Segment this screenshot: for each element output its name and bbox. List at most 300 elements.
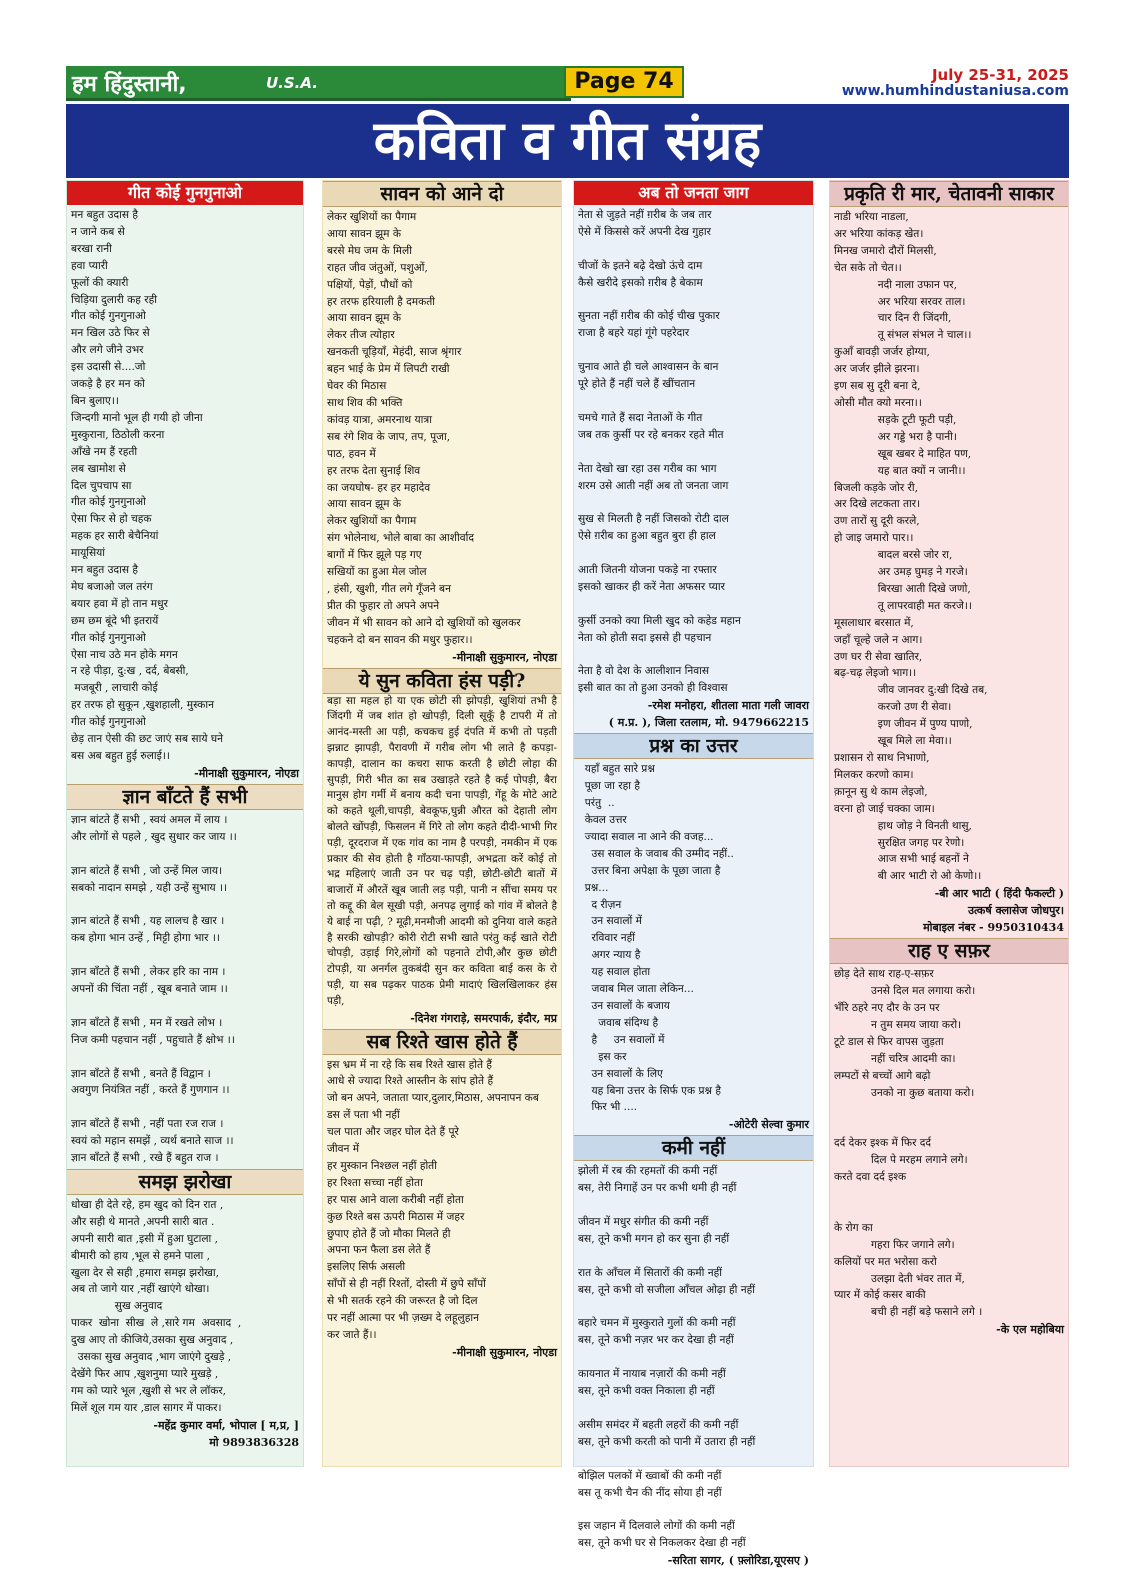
- poem-line: यह बात क्यों न जानी।।: [834, 464, 966, 477]
- poem-line: कैसे खरीदे इसको ग़रीब है बेकाम: [578, 276, 703, 289]
- poem-line: देखेंगे फिर आप ,खुशनुमा प्यारे मुखड़े ,: [71, 1368, 219, 1380]
- poem-line: छम छम बूंदे भी इतरायें: [71, 614, 159, 627]
- poem-line: महक हर सारी बेचैनियां: [71, 530, 159, 543]
- poem-author: -बी आर भाटी ( हिंदी फैकल्टी ): [934, 887, 1064, 901]
- poem-line: , हंसी, खुशी, गीत लगे गूँजने बन: [327, 582, 451, 595]
- poem-line: फिर भी ....: [578, 1101, 638, 1114]
- poem-line: [578, 545, 809, 562]
- poem-line: सुरक्षित जगह पर रेणो।: [834, 836, 965, 849]
- poem-line: भँरि ठहरे नए दौर के उन पर: [834, 1002, 940, 1015]
- poem-title: ये सुन कविता हंस पड़ी?: [323, 668, 561, 694]
- poem-text: बड़ा सा महल हो या एक छोटी सी झोपड़ी, खुशियां तभी है जिंदगी में जब शांत हो खोपड़ी, दिली सूकूँ है टापरी में तो आनंद-मस्ती आ पड़ी, कचकच हुई दंपति में कभी तो पड़ती झन्नाट झापड़ी, पैरावणी में गरीब लोग भी लाते है कपड़ा-कापड़ी, दालान का कचरा साफ करती है छोटी लोहा की सुपड़ी, गिरी भीत का सब उखाड़ते रहते है कई पोपड़ी, बैरा मानुस होग गर्मी में बनाय कदी चना पापड़ी, गेंहू के मोटे आटे को कहते थूली,चापड़ी, बेवकूफ,घुन्नी औरत को देहाती लोग बोलते खोंपड़ी, फिसलन में गिरे तो लोग कहते दीदी-भाभी गिर पड़ी, दूरदराज में एक गांव का नाम है परपड़ी, नमकीन में एक प्रकार की सेव होती है गाँठया-फापड़ी, अभद्रता करें कोई तो भद्र महिलाएं जाती उन पर चढ़ पड़ी, छोटी-छोटी बातों में बाजारों में औरतें खूब जाती लड़ पड़ी, पानी न सींचा समय पर तो कद्दू की बेल सूखी पड़ी, अनपढ़ लुगाई को गांव में बोलते है ये बाई ना पढ़ी, ? मूढ़ी,मनमौजी आदमी को दुनिया वाले कहते है सरकी खोपड़ी? कोरी रोटी सभी खाते परंतु कई खाते रोटी चोपड़ी, उड़ाई गिरे,लोगों को पहनाते टोपी,और कुछ छोटी टोपड़ी, या अनर्गल तुकबंदी सुन कर कविता बाई कस के रो पड़ी, या सब पढ़कर पाठक प्रेमी मादाएं खिलखिलाकर हंस पड़ी,: [327, 694, 557, 1007]
- poem-line: अवगुण नियंत्रित नहीं , करते हैं गुणगान ।।: [71, 1084, 230, 1097]
- column-1: [66, 180, 304, 1467]
- poem-line: नेता से जुड़ते नहीं ग़रीब के जब तार: [578, 209, 712, 221]
- poem-line: ऐसा फिर से हो चहक: [71, 513, 152, 526]
- poem-line: पाकर खोना सीख ले ,सारे गम अवसाद ,: [71, 1317, 242, 1330]
- brand-bar: [66, 66, 571, 101]
- poem-line: हर रिश्ता सच्चा नहीं होता: [327, 1176, 423, 1189]
- poem-line: उण तारों सु दूरी करले,: [834, 515, 920, 528]
- poem-line: है उन सवालों में: [578, 1033, 665, 1046]
- poem-author-phone: मो 9893836328: [209, 1435, 299, 1449]
- section-title: कविता व गीत संग्रह: [373, 109, 762, 172]
- poem-author: -मीनाक्षी सुकुमारन, नोएडा: [194, 766, 299, 780]
- poem-line: खूब खबर दे माहित पण,: [834, 447, 972, 460]
- poem-title: सावन को आने दो: [323, 181, 561, 207]
- poem-line: जिन्दगी मानो भूल ही गयी हो जीना: [71, 411, 203, 424]
- poem-line: [71, 947, 299, 964]
- poem-line: साथ शिव की भक्ति: [327, 396, 403, 409]
- poem-line: [578, 1248, 809, 1265]
- poem-author-org: उत्कर्ष क्लासेज जोधपुर।: [967, 904, 1064, 918]
- poem-line: लब खामोश से: [71, 462, 126, 475]
- poem-line: चिड़िया दुलारी कह रही: [71, 293, 157, 306]
- poem-body: [574, 207, 813, 697]
- poem-line: कांवड़ यात्रा, अमरनाथ यात्रा: [327, 413, 433, 426]
- poem-line: आधे से ज्यादा रिश्ते आस्तीन के सांप होते हैं: [327, 1075, 494, 1088]
- poem-line: अर गड्डे भरा है पानी।: [834, 430, 957, 443]
- poem-line: पाठ, हवन में: [327, 447, 376, 460]
- poem-line: वरना हो जाई चक्का जाम।: [834, 802, 935, 815]
- poem-line: जीव जानवर दु:खी दिखे तब,: [834, 684, 988, 697]
- poem-body: [67, 1197, 303, 1417]
- poem-author-phone: मोबाइल नंबर - 9950310434: [923, 921, 1064, 935]
- poem-line: हाथ जोड़ ने विनती थासु,: [834, 819, 972, 832]
- poem-line: [578, 342, 809, 359]
- poem-author: -मीनाक्षी सुकुमारन, नोएडा: [452, 1345, 557, 1359]
- issue-date: July 25-31, 2025: [931, 66, 1069, 84]
- poem-line: [578, 1400, 809, 1417]
- poem-line: अर उमड़ घुमड़ ने गरजे।: [834, 566, 968, 579]
- poem-janta: [574, 181, 813, 731]
- poem-line: हर तरफ हरियाली है दमकती: [327, 295, 435, 308]
- poem-line: जब तक कुर्सी पर रहे बनकर रहते मीत: [578, 428, 724, 441]
- poem-line: बहारे चमन में मुस्कुराते गुलों की कमी नहीं: [578, 1317, 736, 1330]
- poem-line: तू लापरवाही मत करजे।।: [834, 599, 972, 612]
- poem-line: अर भरिया कांकड़ खेत।: [834, 227, 924, 240]
- poem-line: लेकर खुशियों का पैगाम: [327, 211, 417, 223]
- poem-line: [578, 1451, 809, 1468]
- poem-line: [834, 1102, 1064, 1119]
- poem-line: [834, 1203, 1064, 1220]
- poem-line: ओसी मौत क्यो मरना।।: [834, 396, 922, 409]
- poem-line: [578, 1349, 809, 1366]
- poem-line: ज्ञान बांटते हैं सभी , स्वयं अमल में लाय ।: [71, 813, 228, 826]
- poem-body: [574, 761, 813, 1116]
- poem-line: चहकने दो बन सावन की मधुर फुहार।।: [327, 633, 473, 646]
- poem-line: रात के आँचल में सितारों की कमी नहीं: [578, 1266, 723, 1279]
- poem-line: के रोग का: [834, 1221, 873, 1234]
- poem-line: उत्तर बिना अपेक्षा के पूछा जाता है: [578, 864, 721, 877]
- poem-line: मिनख जमारो दौरों मिलसी,: [834, 244, 937, 257]
- poem-line: और सही थे मानते ,अपनी सारी बात .: [71, 1215, 215, 1228]
- poem-line: ज्ञान बाँटते हैं सभी , लेकर हरि का नाम ।: [71, 966, 226, 979]
- poem-line: नेता है वो देश के आलीशान निवास: [578, 665, 710, 678]
- poem-line: मायूसियां: [71, 547, 106, 560]
- poem-line: खूब मिले ला मेवा।।: [834, 735, 952, 748]
- poem-sawan: [323, 181, 561, 666]
- poem-line: आज सभी भाई बहनों ने: [834, 853, 969, 866]
- poem-line: अर भरिया सरवर ताल।: [834, 295, 966, 308]
- poem-line: खुला देर से सही ,हमारा समझ झरोखा,: [71, 1266, 219, 1279]
- poem-author: -ओटेरी सेल्वा कुमार: [728, 1118, 809, 1132]
- poem-line: ज्ञान बाँटते हैं सभी , रखे हैं बहुत राज ।: [71, 1152, 219, 1165]
- poem-line: न तुम समय जाया करो।: [834, 1018, 962, 1031]
- poem-body: [323, 1057, 561, 1344]
- poem-kami: [574, 1135, 813, 1569]
- poem-body: [830, 966, 1068, 1321]
- poem-line: बिन बुलाए।।: [71, 394, 119, 407]
- poem-line: बागों में फिर झूले पड़ गए: [327, 549, 422, 562]
- website-link[interactable]: www.humhindustaniusa.com: [841, 83, 1069, 99]
- poem-line: परंतु ..: [578, 797, 615, 810]
- poem-line: बढ़-चढ़ लेइजो भाग।।: [834, 667, 917, 680]
- poem-line: जीवन में मधुर संगीत की कमी नहीं: [578, 1216, 709, 1229]
- poem-line: चार दिन री जिंदगी,: [834, 312, 952, 325]
- poem-line: ज्यादा सवाल ना आने की वजह...: [578, 830, 714, 843]
- poem-line: दुख आए तो कीजिये,उसका सुख अनुवाद ,: [71, 1334, 234, 1347]
- poem-line: सबको नादान समझे , यही उन्हें सुभाय ।।: [71, 881, 228, 894]
- poem-rishte: [323, 1029, 561, 1361]
- poem-author: -महेंद्र कुमार वर्मा, भोपाल [ म,प्र, ]: [153, 1418, 299, 1432]
- poem-line: मन खिल उठे फिर से: [71, 327, 150, 340]
- poem-title: गीत कोई गुनगुनाओ: [67, 181, 303, 205]
- poem-line: झोली में रब की रहमतों की कमी नहीं: [578, 1165, 718, 1178]
- poem-line: ऐसे ग़रीब का हुआ बहुत बुरा ही हाल: [578, 530, 716, 543]
- poem-line: हवा प्यारी: [71, 259, 108, 272]
- poem-line: ज्ञान बाँटते हैं सभी , मन में रखते लोभ ।: [71, 1016, 223, 1029]
- poem-line: बिरखा आती दिखे जणो,: [834, 582, 971, 595]
- poem-line: अपनी सारी बात ,इसी में हुआ घुटाला ,: [71, 1232, 219, 1245]
- poem-line: अपना फन फैला डस लेते हैं: [327, 1244, 431, 1257]
- poem-line: अगर न्याय है: [578, 949, 641, 962]
- poem-line: उस सवाल के जवाब की उम्मीद नहीं..: [578, 847, 734, 860]
- poem-line: [71, 896, 299, 913]
- poem-author: -रमेश मनोहरा, शीतला माता गली जावरा: [647, 699, 809, 713]
- poem-line: बस, तूने कभी मगन हो कर सुना ही नहीं: [578, 1232, 730, 1245]
- poem-samajh: [67, 1169, 303, 1451]
- poem-line: बस अब बहुत हुई रुलाई।।: [71, 750, 170, 762]
- poem-line: उनको ना कुछ बताया करो।: [834, 1086, 975, 1099]
- poem-line: जीवन में: [327, 1143, 360, 1156]
- poem-line: आया सावन झूम के: [327, 498, 401, 511]
- poem-line: दिल चुपचाप सा: [71, 479, 132, 492]
- poem-line: बस तू कभी चैन की नींद सोया ही नहीं: [578, 1486, 722, 1499]
- poem-line: बस, तूने कभी नज़र भर कर देखा ही नहीं: [578, 1334, 734, 1347]
- poem-line: [834, 1186, 1064, 1203]
- poem-line: छुपाए होते हैं जो मौका मिलते ही: [327, 1227, 451, 1240]
- poem-line: मन बहुत उदास है: [71, 209, 138, 221]
- poem-line: बरखा रानी: [71, 242, 112, 255]
- poem-line: गीत कोई गुनगुनाओ: [71, 310, 146, 323]
- poem-line: [71, 846, 299, 863]
- masthead: [66, 66, 1069, 104]
- poem-gyan: [67, 784, 303, 1167]
- poem-line: पर नहीं आत्मा पर भी ज़ख्म दे लहूलुहान: [327, 1312, 479, 1325]
- poem-line: टूटे डाल से फिर वापस जुड़ता: [834, 1035, 944, 1048]
- poem-line: और लोगों से पहले , खुद सुधार कर जाय ।।: [71, 830, 237, 843]
- poem-line: चेत सके तो चेत।।: [834, 261, 902, 274]
- poem-raah: [830, 938, 1068, 1338]
- poem-line: और लगे जीने उभर: [71, 344, 144, 357]
- poem-line: इसलिए सिर्फ असली: [327, 1261, 406, 1274]
- poem-line: लम्पटों से बच्चों आगे बढ़ो: [834, 1069, 931, 1082]
- poem-author: -सरिता सागर, ( फ़्लोरिडा,यूएसए ): [667, 1554, 809, 1568]
- poem-line: घेवर की मिठास: [327, 380, 387, 393]
- poem-line: [578, 596, 809, 613]
- poem-line: [71, 1049, 299, 1066]
- poem-line: बस, तूने कभी घर से निकलकर देखा ही नहीं: [578, 1537, 746, 1550]
- poem-line: ज्ञान बाँटते हैं सभी , नहीं पता रज राज ।: [71, 1118, 224, 1131]
- poem-line: साँपों से ही नहीं रिश्तों, दोस्ती में छुपे साँपों: [327, 1278, 486, 1291]
- poem-line: हर मुस्कान निश्छल नहीं होती: [327, 1159, 437, 1172]
- poem-line: बस, तेरी निगाहें उन पर कभी थमी ही नहीं: [578, 1182, 737, 1195]
- poem-line: आया सावन झूम के: [327, 312, 401, 325]
- poem-line: मेघ बजाओ जल तरंग: [71, 580, 153, 593]
- poem-line: हर तरफ देता सुनाई शिव: [327, 464, 421, 477]
- poem-line: उसका सुख अनुवाद ,भाग जाएंगे दुखड़े ,: [71, 1351, 232, 1364]
- poem-line: निज कमी पहचान नहीं , पहुचाते हैं क्षोभ ।।: [71, 1033, 235, 1046]
- poem-line: [578, 494, 809, 511]
- poem-line: सुख अनुवाद: [71, 1300, 163, 1313]
- poem-line: यह बिना उत्तर के सिर्फ एक प्रश्न है: [578, 1084, 722, 1097]
- poem-line: न जाने कब से: [71, 225, 125, 238]
- poem-line: लेकर तीज त्योहार: [327, 329, 395, 342]
- poem-line: अब तो जागे यार ,नहीं खाएंगे धोखा।: [71, 1283, 210, 1296]
- poem-line: ज्ञान बांटते हैं सभी , जो उन्हें मिल जाय।: [71, 864, 223, 877]
- poem-ye-sun: [323, 668, 561, 1027]
- poem-line: ज्ञान बाँटते हैं सभी , बनते हैं विद्वान ।: [71, 1067, 211, 1080]
- poem-line: शरम उसे आती नहीं अब तो जनता जाग: [578, 479, 729, 492]
- poem-body: [574, 1163, 813, 1552]
- poem-line: अर दिखे लटकता तार।: [834, 498, 921, 511]
- poem-prashna: [574, 733, 813, 1133]
- poem-geet-koi: [67, 181, 303, 782]
- poem-line: तू संभल संभल ने चाल।।: [834, 329, 972, 342]
- poem-line: पूरे होते हैं नहीं चले हैं खींचतान: [578, 378, 696, 391]
- poem-line: नदी नाला उफान पर,: [834, 278, 957, 291]
- poem-line: आँखे नम हैं रहती: [71, 445, 138, 458]
- poem-line: जीवन में भी सावन को आने दो खुशियों को खुलकर: [327, 616, 521, 629]
- poem-title: कमी नहीं: [574, 1135, 813, 1161]
- poem-title: ज्ञान बाँटते हैं सभी: [67, 784, 303, 810]
- section-banner: [66, 104, 1069, 178]
- poem-line: इस भ्रम में ना रहे कि सब रिश्ते खास होते हैं: [327, 1058, 493, 1071]
- poem-line: गम को प्यारे भूल ,खुशी से भर ले लॉकर,: [71, 1384, 227, 1397]
- poem-line: प्रश्न...: [578, 881, 609, 894]
- poem-line: जवाब संदिग्ध है: [578, 1016, 659, 1029]
- poem-line: आती जितनी योजना पकड़े ना रफ्तार: [578, 564, 717, 577]
- poem-line: का जयघोष- हर हर महादेव: [327, 481, 431, 494]
- poem-line: [578, 444, 809, 461]
- poem-body: [830, 209, 1068, 885]
- poem-line: बरसे मेघ जम के मिली: [327, 244, 412, 257]
- poem-line: इस कर: [578, 1050, 627, 1063]
- poem-line: केवल उत्तर: [578, 814, 627, 826]
- poem-line: बिजली कड़के जोर री,: [834, 481, 919, 494]
- poem-line: उन सवालों के लिए: [578, 1067, 663, 1080]
- column-2: [322, 180, 562, 1467]
- poem-line: राहत जीव जंतुओं, पशुओं,: [327, 261, 428, 274]
- poem-line: राजा है बहरे यहां गूंगे पहरेदार: [578, 327, 690, 340]
- poem-line: नेता को होती सदा इससे ही पहचान: [578, 631, 712, 644]
- poem-line: छेड़ तान ऐसी की छट जाएं सब साये घने: [71, 733, 223, 746]
- poem-line: मिलकर करणो काम।: [834, 768, 914, 781]
- poem-line: अर जर्जर झीले झरना।: [834, 363, 920, 376]
- poem-line: करते दवा दर्द इश्क: [834, 1171, 907, 1184]
- poem-line: पूछा जा रहा है: [578, 780, 640, 793]
- poem-line: [578, 647, 809, 664]
- poem-line: रविवार नहीं: [578, 932, 636, 945]
- poem-line: कलियों पर मत भरोसा करो: [834, 1255, 937, 1268]
- poem-line: गहरा फिर जगाने लगे।: [834, 1238, 955, 1251]
- poem-line: कब होगा भान उन्हें , मिट्टी होगा भार ।।: [71, 932, 220, 945]
- poem-line: इसको खाकर ही करें नेता अफसर प्यार: [578, 580, 725, 593]
- poem-line: चीजों के इतने बढ़े देखो ऊंचे दाम: [578, 259, 703, 272]
- poem-line: इस जहान में दिलवाले लोगों की कमी नहीं: [578, 1520, 735, 1533]
- poem-prakriti: [830, 181, 1068, 936]
- poem-line: पक्षियों, पेड़ों, पौधों को: [327, 278, 413, 291]
- poem-line: उन सवालों में: [578, 915, 642, 928]
- poem-line: [578, 1197, 809, 1214]
- poem-line: बस, तूने कभी करती को पानी में उतारा ही नहीं: [578, 1435, 756, 1448]
- poem-author: -दिनेश गंगराड़े, समरपार्क, इंदौर, मप्र: [410, 1011, 557, 1025]
- poem-line: सुनता नहीं ग़रीब की कोई चीख पुकार: [578, 310, 720, 323]
- poem-line: मन बहुत उदास है: [71, 564, 138, 577]
- poem-line: न रहे पीड़ा, दु:ख , दर्द, बेबसी,: [71, 665, 189, 678]
- poem-line: ज्ञान बांटते हैं सभी , यह लालच है खार ।: [71, 915, 225, 928]
- poem-line: प्रीत की फुहार तो अपने अपने: [327, 599, 440, 612]
- poem-title: प्रकृति री मार, चेतावनी साकार: [830, 181, 1068, 207]
- poem-line: यह सवाल होता: [578, 966, 651, 979]
- poem-line: हर पास आने वाला करीबी नहीं होता: [327, 1193, 464, 1206]
- poem-line: सखियों का हुआ मेल जोल: [327, 566, 427, 579]
- poem-line: स्वयं को महान समझें , व्यर्थ बनाते साज ।।: [71, 1135, 234, 1148]
- column-4: [829, 180, 1069, 1467]
- poem-line: [578, 292, 809, 309]
- poem-line: [834, 1118, 1064, 1135]
- poem-line: यहाँ बहुत सारे प्रश्न: [578, 763, 655, 776]
- poem-line: इसी बात का तो हुआ उनको ही विश्वास: [578, 682, 728, 695]
- poem-line: अपनों की चिंता नहीं , खूब बनाते जाम ।।: [71, 982, 228, 995]
- poem-line: बादल बरसे जोर रा,: [834, 549, 953, 562]
- poem-line: द रीज़न: [578, 898, 622, 911]
- poem-line: कायनात में नायाब नज़ारों की कमी नहीं: [578, 1368, 726, 1381]
- poem-line: [71, 1099, 299, 1116]
- poem-line: चमचे गाते हैं सदा नेताओं के गीत: [578, 411, 703, 424]
- poem-title: सब रिश्ते खास होते हैं: [323, 1029, 561, 1055]
- poem-line: खनकती चूड़ियाँ, मेहंदी, साज श्रृंगार: [327, 346, 462, 359]
- poem-line: धोखा ही देते रहे, हम खुद को दिन रात ,: [71, 1198, 224, 1211]
- poem-body: [67, 812, 303, 1167]
- poem-line: आया सावन झूम के: [327, 227, 401, 240]
- poem-line: उन सवालों के बजाय: [578, 999, 670, 1012]
- column-3: [573, 180, 814, 1568]
- poem-line: बची ही नहीं बड़े फसाने लगे ।: [834, 1306, 983, 1319]
- poem-line: फूलों की क्यारी: [71, 276, 129, 289]
- poem-line: ऐसा नाच उठे मन होके मगन: [71, 648, 178, 661]
- poem-line: [578, 241, 809, 258]
- poem-line: नेता देखो खा रहा उस गरीब का भाग: [578, 462, 717, 475]
- poem-line: हर तरफ हो सुकून ,खुशहाली, मुस्कान: [71, 699, 214, 712]
- poem-line: मूसलाधार बरसात में,: [834, 616, 914, 629]
- poem-line: [578, 1299, 809, 1316]
- poem-line: उलझा देती भंवर तात में,: [834, 1272, 965, 1285]
- poem-line: इस उदासी से....जो: [71, 361, 146, 374]
- poem-body: [323, 209, 561, 649]
- poem-line: [71, 998, 299, 1015]
- poem-line: बी आर भाटी रो ओ केणो।।: [834, 870, 982, 883]
- poem-line: जो बन अपने, जताता प्यार,दुलार,मिठास, अपनापन कब: [327, 1092, 539, 1105]
- poem-title: प्रश्न का उत्तर: [574, 733, 813, 759]
- page-number: Page 74: [564, 66, 684, 98]
- poem-line: कुआँ बावड़ी जर्जर होग्या,: [834, 346, 930, 359]
- poem-line: इण सब सु दूरी बना दे,: [834, 380, 921, 393]
- poem-line: गीत कोई गुनगुनाओ: [71, 631, 146, 644]
- poem-title: अब तो जनता जाग: [574, 181, 813, 205]
- brand-name: हम हिंदुस्तानी,: [72, 72, 187, 97]
- poem-line: क़ानून सु थे काम लेइजो,: [834, 785, 928, 798]
- brand-country: U.S.A.: [266, 74, 318, 92]
- poem-author: -मीनाक्षी सुकुमारन, नोएडा: [452, 650, 557, 664]
- poem-line: बीमारी को हाय ,भूल से हमने पाला ,: [71, 1249, 210, 1262]
- poem-line: सड़के टूटी फूटी पड़ी,: [834, 413, 957, 426]
- poem-line: जवाब मिल जाता लेकिन...: [578, 983, 694, 996]
- poem-line: डस लें पता भी नहीं: [327, 1109, 400, 1122]
- poem-line: प्यार में कोई कसर बाकी: [834, 1289, 926, 1302]
- poem-line: लेकर खुशियों का पैगाम: [327, 515, 417, 528]
- poem-author-location: ( म.प्र. ), जिला रतलाम, मो. 9479662215: [608, 716, 809, 730]
- poem-line: मुस्कुराना, ठिठोली करना: [71, 428, 165, 441]
- poem-body: [67, 207, 303, 765]
- poem-line: बस, तूने कभी वो सजीला आँचल ओढ़ा ही नहीं: [578, 1283, 755, 1296]
- poem-line: असीम समंदर में बहती लहरों की कमी नहीं: [578, 1418, 739, 1431]
- poem-line: दर्द देकर इश्क में फिर दर्द: [834, 1137, 932, 1150]
- poem-line: [578, 393, 809, 410]
- poem-line: मजबूरी , लाचारी कोई: [71, 682, 158, 695]
- poem-line: जहाँ चूल्हे जले न आग।: [834, 633, 923, 646]
- poem-line: हो जाइ जमारो पार।।: [834, 532, 914, 545]
- poem-author: -के एल महोबिया: [996, 1323, 1064, 1337]
- poem-line: जकड़े है हर मन को: [71, 378, 145, 391]
- poem-line: ऐसे में किससे करें अपनी देख गुहार: [578, 225, 711, 238]
- poem-line: करजो उण री सेवा।: [834, 701, 952, 714]
- poem-line: सब रंगे शिव के जाप, तप, पूजा,: [327, 430, 451, 443]
- poem-line: बहन भाई के प्रेम में लिपटी राखी: [327, 363, 450, 376]
- poem-line: कुछ रिश्ते बस ऊपरी मिठास में जहर: [327, 1210, 465, 1223]
- poem-line: सुख से मिलती है नहीं जिसको रोटी दाल: [578, 513, 729, 526]
- poem-line: उण घर री सेवा खातिर,: [834, 650, 923, 663]
- poem-line: इण जीवन में पुण्य पाणो,: [834, 718, 973, 731]
- poem-line: नहीं चरित्र आदमी का।: [834, 1052, 956, 1065]
- poem-line: बस, तूने कभी वक्त निकाला ही नहीं: [578, 1385, 715, 1398]
- poem-line: बोझिल पलकों में ख्वाबों की कमी नहीं: [578, 1469, 722, 1482]
- poem-line: छोड़ देते साथ राह-ए-सफ़र: [834, 968, 934, 981]
- poem-line: से भी सतर्क रहने की जरूरत है जो दिल: [327, 1295, 478, 1308]
- poem-line: संग भोलेनाथ, भोले बाबा का आशीर्वाद: [327, 532, 474, 545]
- poem-line: प्रशासन रो साथ निभाणो,: [834, 752, 930, 764]
- poem-title: राह ए सफ़र: [830, 938, 1068, 964]
- poem-line: नाडी भरिया नाडला,: [834, 211, 909, 223]
- poem-line: [578, 1501, 809, 1518]
- poem-line: दिल पे मरहम लगाने लगे।: [834, 1154, 968, 1167]
- poem-line: चुनाव आते ही चले आश्वासन के बान: [578, 361, 719, 374]
- poem-line: मिलें शूल गम यार ,डाल सागर में पाकर।: [71, 1401, 222, 1414]
- poem-line: गीत कोई गुनगुनाओ: [71, 496, 146, 509]
- poem-line: कुर्सी उनको क्या मिली खुद को कहेड महान: [578, 614, 741, 627]
- poem-title: समझ झरोखा: [67, 1169, 303, 1195]
- poem-line: चल पाता और जहर घोल देते हैं पूरे: [327, 1126, 459, 1139]
